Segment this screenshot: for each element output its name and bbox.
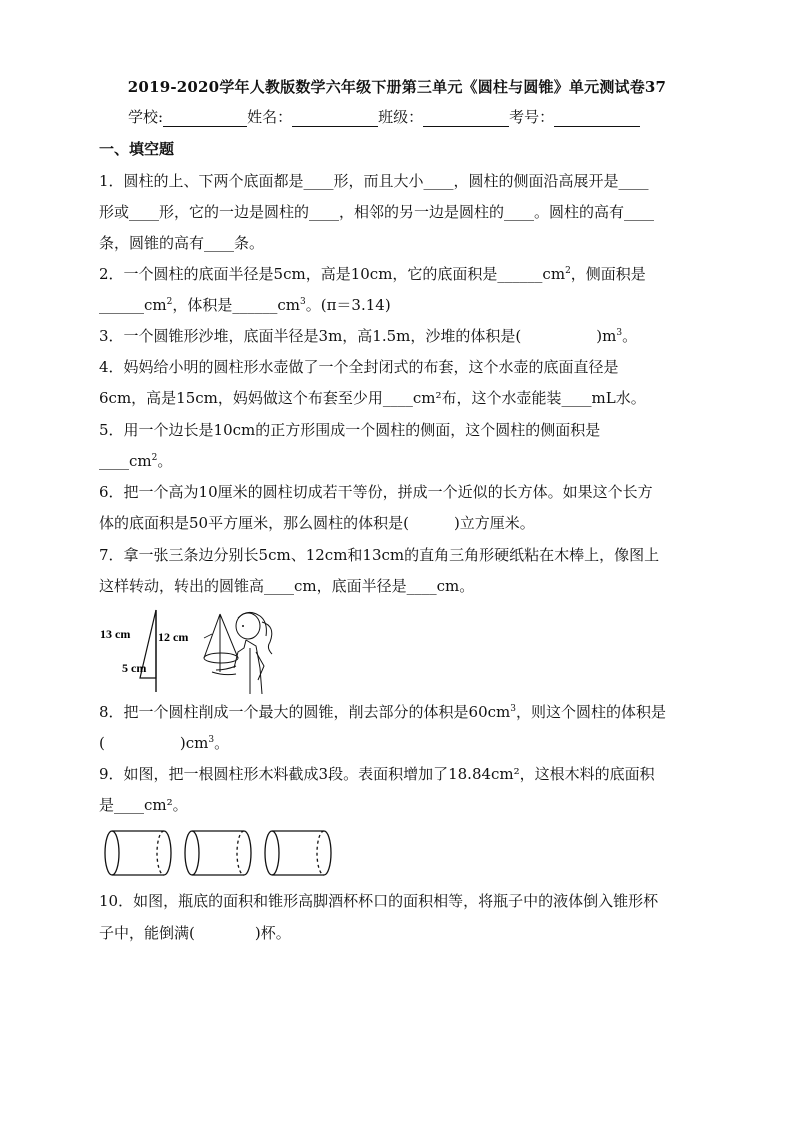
school-field[interactable] xyxy=(163,110,247,127)
class-field[interactable] xyxy=(423,110,509,127)
name-field[interactable] xyxy=(292,110,378,127)
base-label: 5 cm xyxy=(122,661,147,675)
q2-line-1: 2．一个圆柱的底面半径是5cm，高是10cm，它的底面积是$\_\_\_\_\_\_cm^2$，侧面积是 xyxy=(99,265,646,283)
q2-line-2: $\_\_\_\_\_\_cm^2$，体积是$\_\_\_\_\_\_cm^3$。(π＝3.14) xyxy=(99,296,391,314)
exam-no-label: 考号： xyxy=(509,108,555,126)
q10-line-1: 10．如图，瓶底的面积和锥形高脚酒杯杯口的面积相等，将瓶子中的液体倒入锥形杯 xyxy=(99,892,659,910)
cylinder-piece-3 xyxy=(265,831,331,875)
page-title: 2019-2020学年人教版数学六年级下册第三单元《圆柱与圆锥》单元测试卷37 xyxy=(127,78,667,96)
q1-line-2: 形或____形，它的一边是圆柱的____，相邻的另一边是圆柱的____。圆柱的高有____ xyxy=(99,203,655,221)
q4-line-1: 4．妈妈给小明的圆柱形水壶做了一个全封闭式的布套，这个水壶的底面直径是 xyxy=(99,358,619,376)
q3-line-1: 3．一个圆锥形沙堆，底面半径是3m，高1.5m，沙堆的体积是( )$m^3$。 xyxy=(99,327,638,345)
student-info-row xyxy=(128,106,640,127)
class-label: 班级： xyxy=(378,108,424,126)
hypotenuse-label: 13 cm xyxy=(100,627,131,641)
name-label: 姓名： xyxy=(247,108,293,126)
three-cylinder-pieces-figure xyxy=(102,826,334,884)
q4-line-2: 6cm，高是15cm，妈妈做这个布套至少用____cm²布，这个水壶能装____mL水。 xyxy=(99,389,646,407)
q7-line-2: 这样转动，转出的圆锥高____cm，底面半径是____cm。 xyxy=(99,577,475,595)
exam-no-field[interactable] xyxy=(554,110,640,127)
q10-line-2: 子中，能倒满( )杯。 xyxy=(99,924,291,942)
q5-line-2: $\_\_\_\_cm^2$。 xyxy=(99,452,173,470)
rotating-triangle-figure xyxy=(100,608,280,698)
q5-line-1: 5．用一个边长是10cm的正方形围成一个圆柱的侧面，这个圆柱的侧面积是 xyxy=(99,421,601,439)
school-label: 学校: xyxy=(128,108,164,126)
q8-line-2: ( )$cm^3$。 xyxy=(99,734,230,752)
q6-line-2: 体的底面积是50平方厘米，那么圆柱的体积是( )立方厘米。 xyxy=(99,514,535,532)
cylinder-piece-2 xyxy=(185,831,251,875)
height-label: 12 cm xyxy=(158,630,189,644)
q7-line-1: 7．拿一张三条边分别长5cm、12cm和13cm的直角三角形硬纸粘在木棒上，像图上 xyxy=(99,546,660,564)
q1-line-1: 1．圆柱的上、下两个底面都是____形，而且大小____，圆柱的侧面沿高展开是____ xyxy=(99,172,649,190)
q9-line-2: 是____cm²。 xyxy=(99,796,188,814)
section-heading: 一、填空题 xyxy=(99,140,175,158)
q6-line-1: 6．把一个高为10厘米的圆柱切成若干等份，拼成一个近似的长方体。如果这个长方 xyxy=(99,483,653,501)
q9-line-1: 9．如图，把一根圆柱形木料截成3段。表面积增加了18.84cm²，这根木料的底面积 xyxy=(99,765,655,783)
q8-line-1: 8．把一个圆柱削成一个最大的圆锥，削去部分的体积是$60cm^3$，则这个圆柱的体积是 xyxy=(99,703,667,721)
q1-line-3: 条，圆锥的高有____条。 xyxy=(99,234,265,252)
cylinder-piece-1 xyxy=(105,831,171,875)
